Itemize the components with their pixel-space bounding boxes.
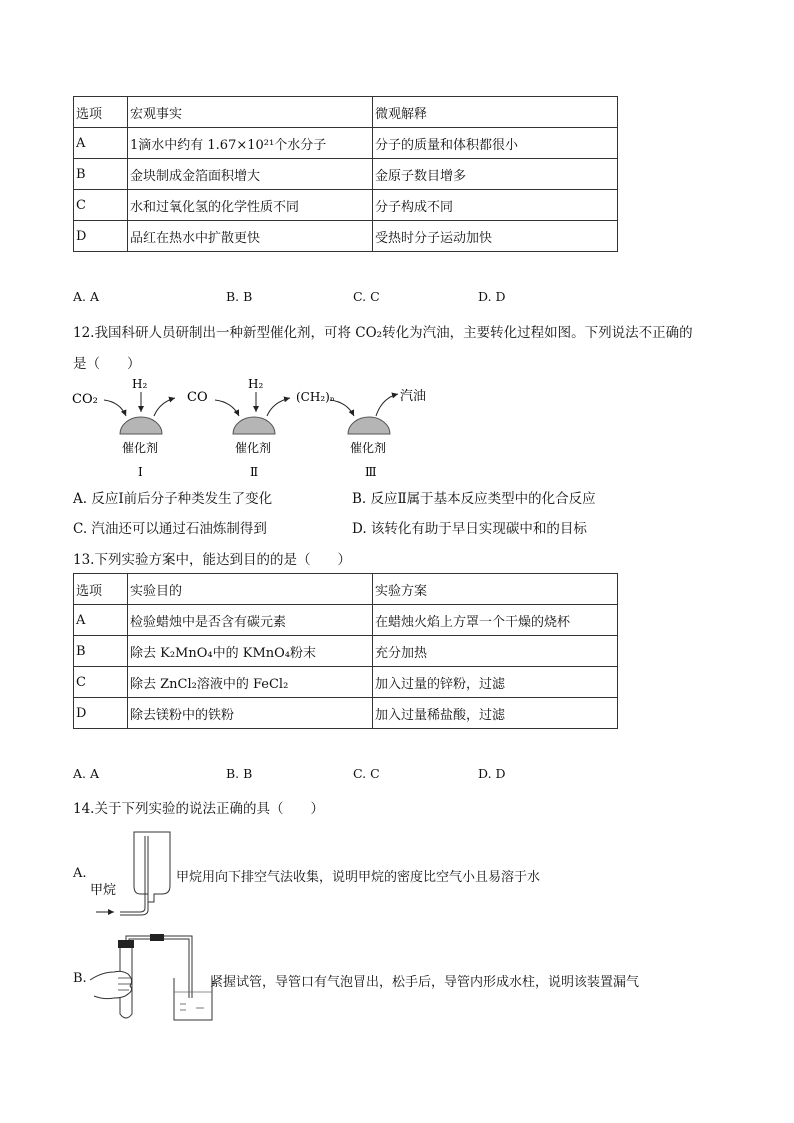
table-header-cell: 实验目的 [128, 574, 373, 605]
table-cell: 品红在热水中扩散更快 [128, 221, 373, 252]
h2-label-2: H₂ [248, 377, 264, 391]
option-c[interactable]: C. C [353, 766, 380, 781]
q12-reaction-diagram [60, 372, 460, 484]
arrow-out-3 [376, 394, 398, 416]
table-cell: B [74, 159, 128, 190]
arrow-in-1 [104, 400, 126, 416]
catalyst-label-1: 催化剂 [122, 441, 159, 455]
table-cell: 检验蜡烛中是否含有碳元素 [128, 605, 373, 636]
option-a[interactable]: A. A [73, 766, 100, 781]
q14-option-b-label[interactable]: B. [73, 971, 87, 986]
q12-stem-line1: 12.我国科研人员研制出一种新型催化剂，可将 CO₂转化为汽油，主要转化过程如图。下列说法不正确的 [73, 325, 693, 341]
table-cell: 金原子数目增多 [373, 159, 618, 190]
stage-label-2: Ⅱ [250, 465, 259, 479]
table-row [74, 574, 618, 605]
catalyst-dome-3 [348, 417, 390, 434]
table-row [74, 667, 618, 698]
catalyst-label-2: 催化剂 [235, 441, 272, 455]
table-header-cell: 实验方案 [373, 574, 618, 605]
catalyst-dome-1 [120, 417, 162, 434]
table-cell: B [74, 636, 128, 667]
table-cell: A [74, 605, 128, 636]
q12-option-b[interactable]: B. 反应Ⅱ属于基本反应类型中的化合反应 [352, 491, 596, 507]
table-cell: 受热时分子运动加快 [373, 221, 618, 252]
h2-label-1: H₂ [132, 377, 148, 391]
table-row [74, 636, 618, 667]
stage-label-3: Ⅲ [365, 465, 377, 479]
table-row [74, 698, 618, 729]
table-cell: 在蜡烛火焰上方罩一个干燥的烧杯 [373, 605, 618, 636]
q11-options [73, 289, 573, 307]
arrow-in-2 [215, 400, 239, 416]
option-c[interactable]: C. C [353, 289, 380, 304]
gasoline-label: 汽油 [400, 389, 427, 404]
table-cell: 1滴水中约有 1.67×10²¹个水分子 [128, 128, 373, 159]
table-cell: 水和过氧化氢的化学性质不同 [128, 190, 373, 221]
q14-option-b-text[interactable]: 紧握试管，导管口有气泡冒出，松手后，导管内形成水柱，说明该装置漏气 [210, 975, 640, 990]
inverted-bottle [134, 832, 170, 902]
table-cell: 分子构成不同 [373, 190, 618, 221]
table-cell: C [74, 667, 128, 698]
option-b[interactable]: B. B [226, 766, 253, 781]
table-cell: D [74, 221, 128, 252]
stopper [118, 940, 134, 948]
q13-options [73, 766, 573, 784]
arrow-out-1 [154, 398, 175, 416]
table-row [74, 605, 618, 636]
ch2n-label: (CH₂)ₙ [296, 390, 336, 404]
gas-collection-apparatus [90, 828, 180, 918]
table-cell: 加入过量的锌粉，过滤 [373, 667, 618, 698]
table-header-cell: 宏观事实 [128, 97, 373, 128]
q11-table [73, 96, 618, 252]
airtightness-apparatus [88, 928, 216, 1023]
methane-label: 甲烷 [90, 883, 117, 898]
catalyst-label-3: 催化剂 [350, 441, 387, 455]
q14-stem: 14.关于下列实验的说法正确的具（ ） [73, 801, 324, 817]
catalyst-dome-2 [233, 417, 275, 434]
q12-option-a[interactable]: A. 反应Ⅰ前后分子种类发生了变化 [73, 491, 273, 507]
table-row [74, 97, 618, 128]
table-cell: A [74, 128, 128, 159]
table-cell: 分子的质量和体积都很小 [373, 128, 618, 159]
table-row [74, 190, 618, 221]
q12-stem-line2: 是（ ） [73, 356, 141, 372]
co2-label: CO₂ [72, 392, 98, 407]
table-cell: 加入过量稀盐酸，过滤 [373, 698, 618, 729]
table-cell: 充分加热 [373, 636, 618, 667]
table-cell: 除去镁粉中的铁粉 [128, 698, 373, 729]
table-cell: D [74, 698, 128, 729]
beaker [174, 978, 212, 1020]
co-label: CO [187, 390, 208, 405]
table-row [74, 221, 618, 252]
option-b[interactable]: B. B [226, 289, 253, 304]
table-cell: 除去 K₂MnO₄中的 KMnO₄粉末 [128, 636, 373, 667]
arrow-out-2 [267, 398, 290, 416]
table-header-cell: 选项 [74, 97, 128, 128]
q14-option-a-text[interactable]: 甲烷用向下排空气法收集，说明甲烷的密度比空气小且易溶于水 [176, 870, 541, 885]
hand [90, 971, 132, 998]
q14-option-a-label[interactable]: A. [73, 866, 87, 881]
table-cell: C [74, 190, 128, 221]
table-cell: 除去 ZnCl₂溶液中的 FeCl₂ [128, 667, 373, 698]
table-row [74, 159, 618, 190]
table-cell: 金块制成金箔面积增大 [128, 159, 373, 190]
q13-table [73, 573, 618, 729]
option-d[interactable]: D. D [478, 766, 506, 781]
option-d[interactable]: D. D [478, 289, 506, 304]
q12-option-d[interactable]: D. 该转化有助于早日实现碳中和的目标 [352, 521, 587, 537]
stage-label-1: Ⅰ [138, 465, 143, 479]
table-row [74, 128, 618, 159]
q12-option-c[interactable]: C. 汽油还可以通过石油炼制得到 [73, 521, 267, 537]
option-a[interactable]: A. A [73, 289, 100, 304]
table-header-cell: 选项 [74, 574, 128, 605]
q13-stem: 13.下列实验方案中，能达到目的的是（ ） [73, 552, 351, 568]
table-header-cell: 微观解释 [373, 97, 618, 128]
